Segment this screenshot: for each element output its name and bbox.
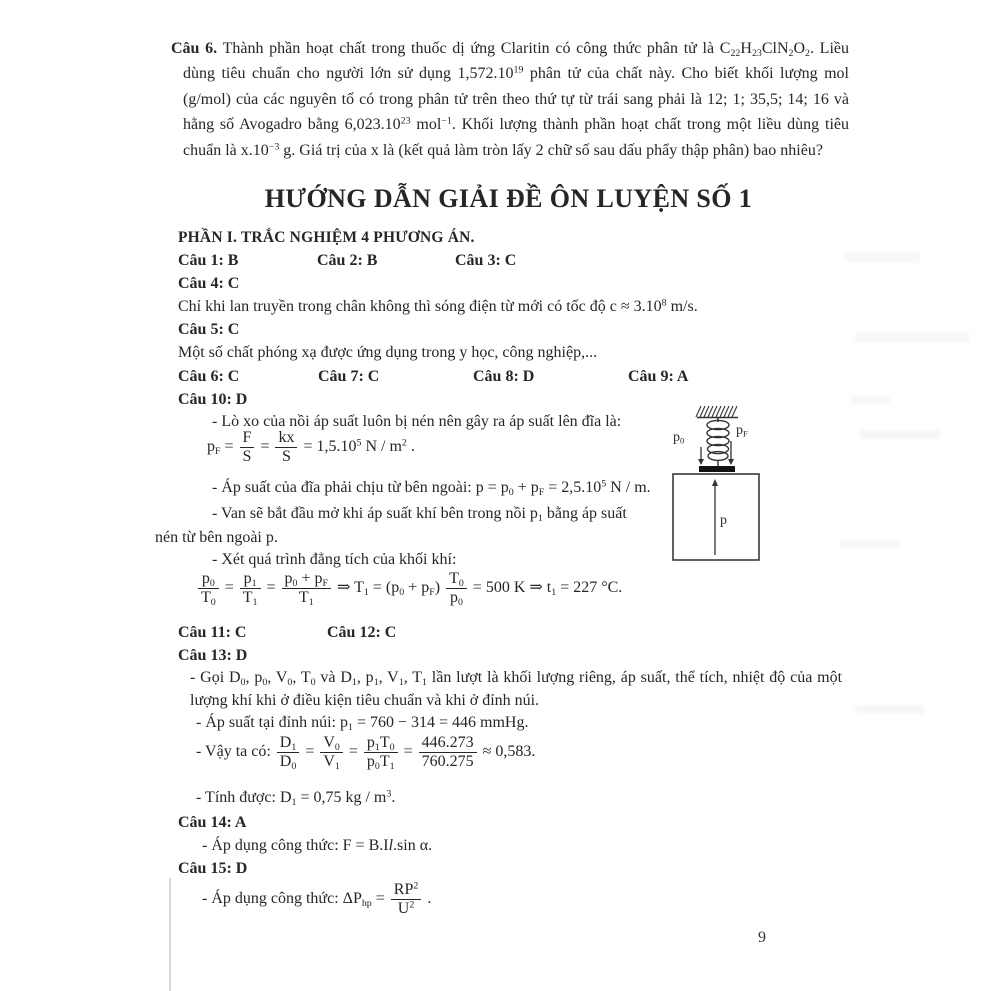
answer-item: Câu 1: B (178, 252, 239, 269)
bleed-through-smudge (840, 540, 900, 548)
solution10-formula2: $\frac{p_0}{T_0}$ = $\frac{p_1}{T_1}$ = $\frac{p_0 + p_F}{T_1}$ ⇒ $T_1 = (p_0 + p_F)$ $\frac{T_0}{p_0}$ = 500 K ⇒ $t_1 = 227$ °C. (196, 570, 622, 607)
answer-item: Câu 3: C (455, 252, 517, 269)
diagram-drawing (655, 398, 767, 566)
answer-item: Câu 9: A (628, 368, 689, 385)
answer-item: Câu 4: C (178, 275, 240, 292)
answer-item: Câu 2: B (317, 252, 378, 269)
answer-item: Câu 11: C (178, 624, 247, 641)
page-title: HƯỚNG DẪN GIẢI ĐỀ ÔN LUYỆN SỐ 1 (264, 184, 753, 213)
explanation-line: Một số chất phóng xạ được ứng dụng trong y học, công nghiệp,... (178, 344, 598, 361)
section-heading-part1: PHẦN I. TRẮC NGHIỆM 4 PHƯƠNG ÁN. (178, 229, 475, 246)
answer-item: Câu 12: C (327, 624, 397, 641)
bleed-through-smudge (860, 430, 940, 439)
diagram-label-pF: $p_F$ (736, 423, 748, 439)
bleed-through-smudge (845, 253, 920, 262)
solution13-paragraph: - Gọi $D_0$, $p_0$, $V_0$, $T_0$ và $D_1$, $p_1$, $V_1$, $T_1$ lần lượt là khối lượng riêng, áp suất, thể tích, nhiệt độ của một lượng khí khi ở điều kiện tiêu chuẩn và khi ở đỉnh núi. (190, 669, 843, 710)
solution10-line4: nén từ bên ngoài p. (155, 529, 278, 546)
solution10-line3: - Van sẽ bắt đầu mở khi áp suất khí bên trong nồi $p_1$ bằng áp suất (212, 505, 627, 524)
solution13-formula2: - Tính được: $D_1 = 0,75$ kg / $m^3$. (196, 788, 396, 808)
valve-plate (699, 466, 735, 472)
answer-item: Câu 8: D (473, 368, 535, 385)
scan-edge-line (169, 878, 171, 991)
answer-item: Câu 10: D (178, 391, 248, 408)
pF-arrow-icon (728, 441, 734, 465)
diagram-label-p0: $p_0$ (673, 430, 685, 446)
p-up-arrow-icon (712, 479, 718, 555)
solution13-line2: - Áp suất tại đỉnh núi: $p_1 = 760 - 314 = 446$ mmHg. (196, 714, 529, 733)
answer-item: Câu 15: D (178, 860, 248, 877)
answer-item: Câu 5: C (178, 321, 240, 338)
bleed-through-smudge (855, 333, 970, 342)
vessel-box (673, 474, 759, 560)
explanation-line: Chỉ khi lan truyền trong chân không thì sóng điện từ mới có tốc độ $c \approx 3.10^8$ m/s. (178, 297, 698, 315)
solution10-line1: - Lò xo của nồi áp suất luôn bị nén nên gây ra áp suất lên đĩa là: (212, 413, 622, 430)
solution10-line2: - Áp suất của đĩa phải chịu từ bên ngoài: $p = p_0 + p_F = 2,5.10^5$ N / m. (212, 478, 651, 498)
answer-item: Câu 6: C (178, 368, 240, 385)
answer-item: Câu 7: C (318, 368, 380, 385)
pressure-cooker-diagram (655, 398, 767, 566)
answer-item: Câu 13: D (178, 647, 248, 664)
diagram-label-p: p (720, 513, 727, 528)
bleed-through-smudge (850, 396, 890, 404)
solution14-line: - Áp dụng công thức: F = B.Il.sin α. (202, 837, 433, 854)
answer-item: Câu 14: A (178, 814, 247, 831)
spring-icon (707, 417, 729, 466)
question-6-text: Câu 6. Thành phần hoạt chất trong thuốc dị ứng Claritin có công thức phân tử là $C_{22}H_{23}ClN_2O_2$. Liều dùng tiêu chuẩn cho người lớn sử dụng 1,572.10$^{19}$ phân tử của chất này. Cho biết khối lượng mol (g/mol) của các nguyên tố có trong phân tử trên theo thứ tự từ trái sang phải là 12; 1; 35,5; 14; 16 và hằng số Avogadro bằng 6,023.10$^{23}$ mol$^{-1}$. Khối lượng thành phần hoạt chất trong một liều dùng tiêu chuẩn là $x.10^{-3}$ g. Giá trị của x là (kết quả làm tròn lấy 2 chữ số sau dấu phẩy thập phân) bao nhiêu? (171, 40, 850, 159)
solution13-formula1: - Vậy ta có: $\frac{D_1}{D_0}$ = $\frac{V_0}{V_1}$ = $\frac{p_1T_0}{p_0T_1}$ = $\frac{446.273}{760.275}$ ≈ 0,583. (196, 734, 536, 772)
p0-arrow-icon (698, 447, 704, 465)
bleed-through-smudge (855, 705, 925, 714)
solution10-formula1: $p_F$ = $\frac{F}{S}$ = $\frac{kx}{S}$ = $1,5.10^5$ N / $m^2$ . (207, 429, 415, 465)
ceiling-hatch-icon (696, 406, 738, 418)
solution15-formula: - Áp dụng công thức: $\Delta P_{hp}$ = $\frac{RP^2}{U^2}$ . (202, 880, 432, 917)
page-number: 9 (758, 929, 766, 946)
solution10-line5: - Xét quá trình đẳng tích của khối khí: (212, 551, 457, 568)
